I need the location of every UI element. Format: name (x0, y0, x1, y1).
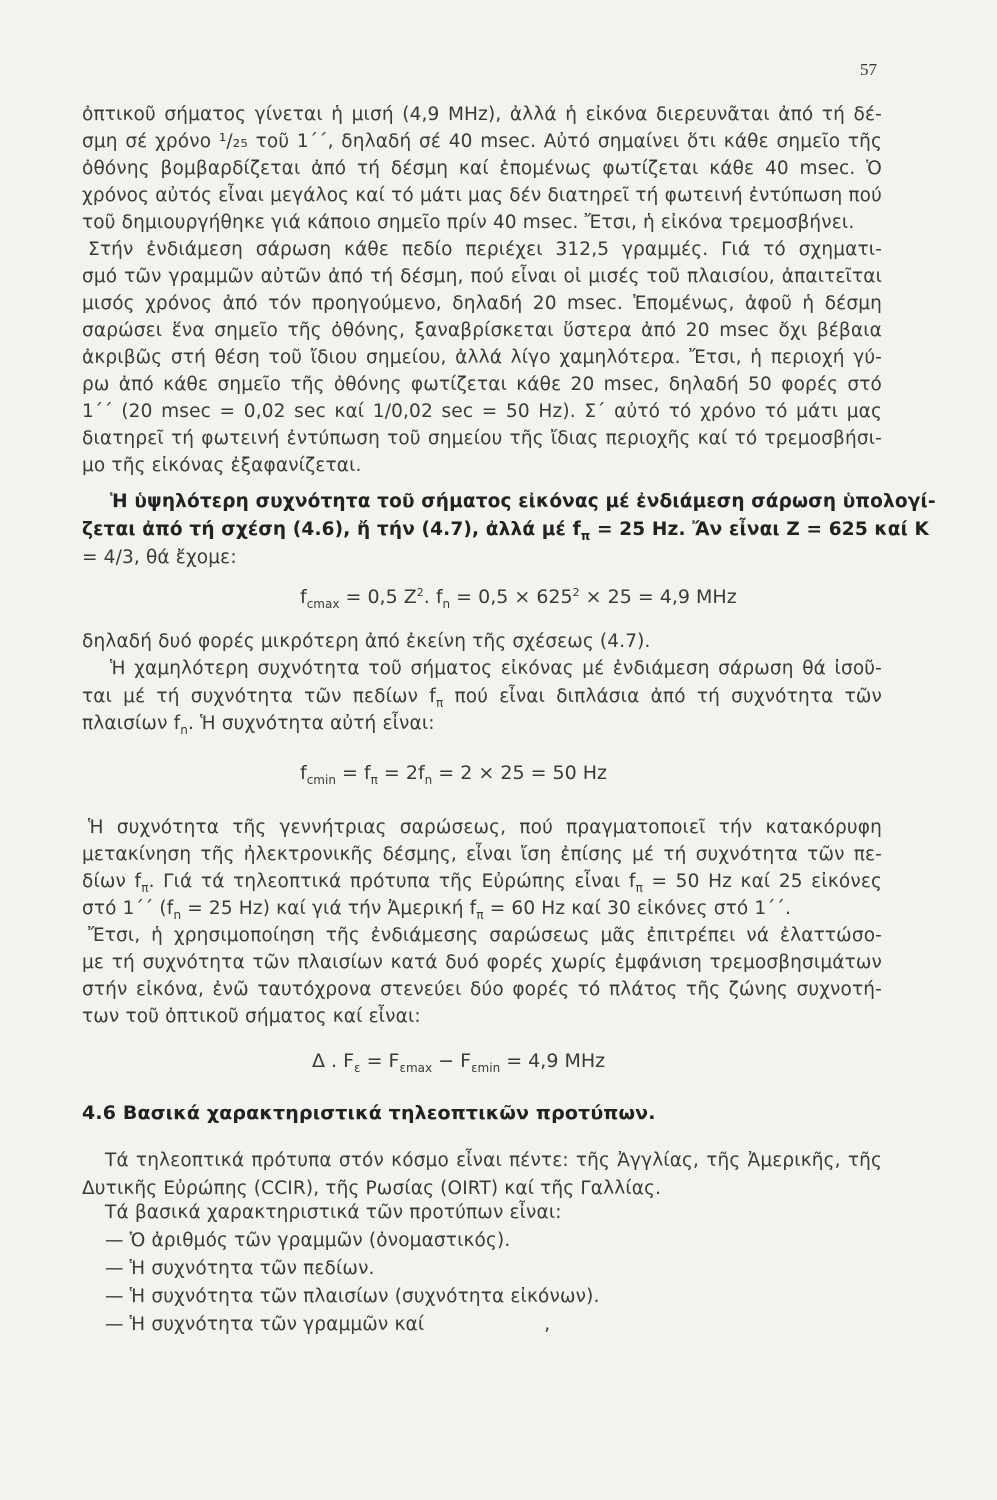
paragraph-line: ται μέ τή συχνότητα τῶν πεδίων $f_\pi$ πού εἶναι διπλάσια ἀπό τή συχνότητα τῶν (82, 686, 883, 710)
paragraph-line: σαρώσει ἕνα σημεῖο τῆς ὀθόνης, ξαναβρίσκεται ὕστερα ἀπό 20 msec ὄχι βέβαια (82, 320, 882, 341)
paragraph-line: ὀθόνης βομβαρδίζεται ἀπό τή δέσμη καί ἑπομένως φωτίζεται κάθε 40 msec. Ὁ (82, 158, 882, 179)
paragraph-line: μο τῆς εἰκόνας ἐξαφανίζεται. (82, 455, 362, 476)
paragraph-line: Ἔτσι, ἡ χρησιμοποίηση τῆς ἐνδιάμεσης σαρώσεως μᾶς ἐπιτρέπει νά ἐλαττώσο- (88, 925, 882, 946)
paragraph-line: με τή συχνότητα τῶν πλαισίων κατά δυό φορές χωρίς ἐμφάνιση τρεμοσβησιμάτων (82, 952, 882, 973)
paragraph-line: ρω ἀπό κάθε σημεῖο τῆς ὀθόνης φωτίζεται κάθε 20 msec, δηλαδή 50 φορές στό (82, 374, 882, 395)
paragraph-line: ἀκριβῶς στή θέση τοῦ ἴδιου σημείου, ἀλλά λίγο χαμηλότερα. Ἔτσι, ἡ περιοχή γύ- (82, 347, 882, 368)
page-number: 57 (860, 60, 877, 79)
paragraph-line: τοῦ δημιουργήθηκε γιά κάποιο σημεῖο πρίν 40 msec. Ἔτσι, ἡ εἰκόνα τρεμοσβήνει. (82, 212, 855, 233)
paragraph-line: δίων $f_\pi$. Γιά τά τηλεοπτικά πρότυπα τῆς Εὐρώπης εἶναι $f_\pi = 50$ Hz καί 25 εἰκόνες (82, 871, 882, 895)
paragraph-line: μετακίνηση τῆς ἠλεκτρονικῆς δέσμης, εἶναι ἴση ἐπίσης μέ τή συχνότητα τῶν πε- (82, 844, 882, 865)
paragraph-line: δηλαδή δυό φορές μικρότερη ἀπό ἐκείνη τῆς σχέσεως (4.7). (82, 631, 651, 652)
paragraph-line: Στήν ἐνδιάμεση σάρωση κάθε πεδίο περιέχει 312,5 γραμμές. Γιά τό σχηματι- (88, 239, 882, 260)
paragraph-line: μισός χρόνος ἀπό τόν προηγούμενο, δηλαδή 20 msec. Ἑπομένως, ἀφοῦ ἡ δέσμη (82, 293, 882, 314)
paragraph-line: σμό τῶν γραμμῶν αὐτῶν ἀπό τή δέσμη, πού εἶναι οἱ μισές τοῦ πλαισίου, ἀπαιτεῖται (82, 266, 882, 287)
paragraph-line: 1΄΄ (20 msec = 0,02 sec καί 1/0,02 sec = 50 Hz). Σ΄ αὐτό τό χρόνο τό μάτι μας (82, 401, 882, 422)
paragraph-line: ζεται ἀπό τή σχέση (4.6), ἤ τήν (4.7), ἀλλά μέ $f_\pi = 25$ Hz. Ἄν εἶναι Z = 625 καί K (82, 519, 930, 543)
paragraph-line: = 4/3, θά ἔχομε: (82, 547, 237, 568)
paragraph-line: ὀπτικοῦ σήματος γίνεται ἡ μισή (4,9 MHz), ἀλλά ἡ εἰκόνα διερευνᾶται ἀπό τή δέ- (82, 104, 882, 125)
paragraph-line: Ἡ χαμηλότερη συχνότητα τοῦ σήματος εἰκόνας μέ ἐνδιάμεση σάρωση θά ἰσοῦ- (110, 658, 882, 679)
paragraph-line: πλαισίων $f_n$. Ἡ συχνότητα αὐτή εἶναι: (82, 713, 435, 737)
list-item: — Ἡ συχνότητα τῶν πλαισίων (συχνότητα εἰκόνων). (105, 1286, 600, 1307)
paragraph-line: Τά βασικά χαρακτηριστικά τῶν προτύπων εἶναι: (105, 1202, 562, 1223)
list-item: — Ἡ συχνότητα τῶν γραμμῶν καί , (105, 1314, 551, 1335)
formula-fcmax: $f_{cmax} = 0,5$ $Z^2$. $f_n = 0,5 \times 625^2 \times 25 = 4,9$ MHz (300, 586, 737, 611)
paragraph-line: Ἡ συχνότητα τῆς γεννήτριας σαρώσεως, πού πραγματοποιεῖ τήν κατακόρυφη (88, 817, 882, 838)
paragraph-line: των τοῦ ὀπτικοῦ σήματος καί εἶναι: (82, 1006, 421, 1027)
section-heading: 4.6 Βασικά χαρακτηριστικά τηλεοπτικῶν προτύπων. (82, 1102, 656, 1124)
formula-fcmin: $f_{cmin} = f_\pi = 2f_n = 2 \times 25 = 50$ Hz (300, 762, 608, 787)
paragraph-line: Τά τηλεοπτικά πρότυπα στόν κόσμο εἶναι πέντε: τῆς Ἀγγλίας, τῆς Ἀμερικῆς, τῆς (105, 1150, 882, 1171)
paragraph-line: στήν εἰκόνα, ἐνῶ ταυτόχρονα στενεύει δύο φορές τό πλάτος τῆς ζώνης συχνοτή- (82, 979, 882, 1000)
list-item: — Ἡ συχνότητα τῶν πεδίων. (105, 1258, 375, 1279)
paragraph-line: στό 1΄΄ ($f_n = 25$ Hz) καί γιά τήν Ἀμερική $f_\pi = 60$ Hz καί 30 εἰκόνες στό 1΄΄. (82, 898, 792, 922)
formula-delta: Δ . $F_\varepsilon = F_{\varepsilon max} - F_{\varepsilon min} = 4,9$ MHz (312, 1050, 606, 1075)
paragraph-line: χρόνος αὐτός εἶναι μεγάλος καί τό μάτι μας δέν διατηρεῖ τή φωτεινή ἐντύπωση πού (82, 185, 882, 206)
paragraph-line: Ἡ ὑψηλότερη συχνότητα τοῦ σήματος εἰκόνας μέ ἐνδιάμεση σάρωση ὑπολογί- (110, 491, 936, 512)
paragraph-line: διατηρεῖ τή φωτεινή ἐντύπωση τοῦ σημείου τῆς ἴδιας περιοχῆς καί τό τρεμοσβήσι- (82, 428, 882, 449)
list-item: — Ὁ ἀριθμός τῶν γραμμῶν (ὀνομαστικός). (105, 1230, 511, 1251)
paragraph-line: σμη σέ χρόνο ¹/₂₅ τοῦ 1΄΄, δηλαδή σέ 40 msec. Αὐτό σημαίνει ὅτι κάθε σημεῖο τῆς (82, 131, 882, 152)
paragraph-line: Δυτικῆς Εὐρώπης (CCIR), τῆς Ρωσίας (OIRT) καί τῆς Γαλλίας. (82, 1178, 662, 1199)
